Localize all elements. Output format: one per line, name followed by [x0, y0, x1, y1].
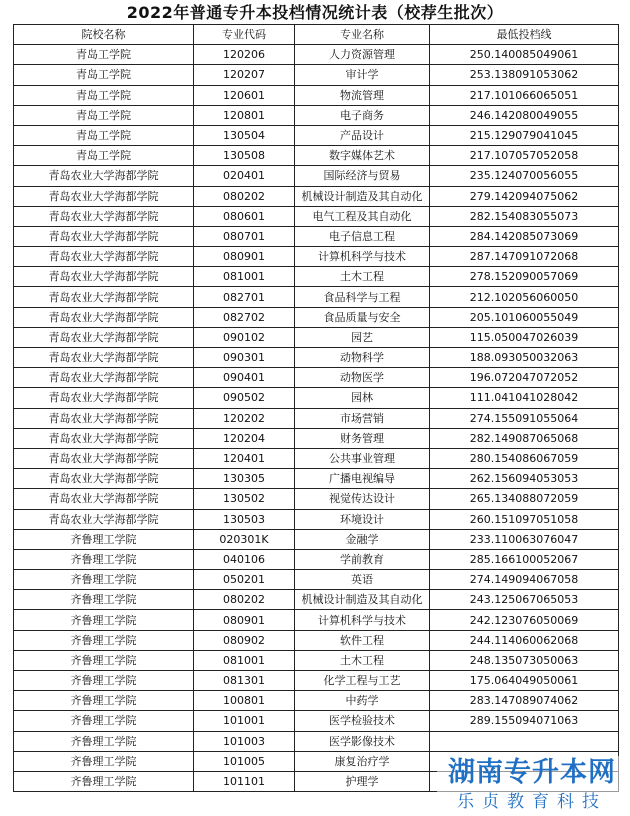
cell-major-name: 人力资源管理 — [295, 45, 430, 65]
table-row — [14, 65, 619, 85]
cell-major-code: 081001 — [194, 267, 295, 287]
cell-school-name: 齐鲁理工学院 — [14, 691, 194, 711]
cell-min-score: 217.101066065051 — [430, 85, 619, 105]
cell-min-score: 215.129079041045 — [430, 125, 619, 145]
watermark-title: 湖南专升本网 — [448, 757, 616, 788]
cell-min-score: 175.064049050061 — [430, 671, 619, 691]
cell-min-score: 111.041041028042 — [430, 388, 619, 408]
cell-min-score: 233.110063076047 — [430, 529, 619, 549]
cell-school-name: 青岛工学院 — [14, 65, 194, 85]
cell-major-code: 080701 — [194, 226, 295, 246]
table-row — [14, 408, 619, 428]
cell-major-name: 医学影像技术 — [295, 731, 430, 751]
cell-major-name: 国际经济与贸易 — [295, 166, 430, 186]
cell-school-name: 青岛农业大学海都学院 — [14, 166, 194, 186]
cell-major-code: 020401 — [194, 166, 295, 186]
cell-school-name: 青岛农业大学海都学院 — [14, 206, 194, 226]
header-major-code: 专业代码 — [194, 25, 295, 45]
cell-major-name: 英语 — [295, 570, 430, 590]
cell-major-code: 040106 — [194, 549, 295, 569]
cell-min-score: 212.102056060050 — [430, 287, 619, 307]
cell-major-code: 020301K — [194, 529, 295, 549]
cell-min-score: 260.151097051058 — [430, 509, 619, 529]
cell-school-name: 青岛农业大学海都学院 — [14, 408, 194, 428]
table-row — [14, 327, 619, 347]
cell-major-name: 康复治疗学 — [295, 751, 430, 771]
cell-school-name: 青岛农业大学海都学院 — [14, 307, 194, 327]
table-row — [14, 529, 619, 549]
cell-major-code: 082701 — [194, 287, 295, 307]
table-row — [14, 388, 619, 408]
cell-school-name: 青岛农业大学海都学院 — [14, 448, 194, 468]
cell-school-name: 齐鲁理工学院 — [14, 671, 194, 691]
cell-school-name: 青岛农业大学海都学院 — [14, 247, 194, 267]
header-school-name: 院校名称 — [14, 25, 194, 45]
cell-major-code: 120202 — [194, 408, 295, 428]
cell-major-code: 130508 — [194, 146, 295, 166]
cell-major-name: 土木工程 — [295, 267, 430, 287]
table-row — [14, 691, 619, 711]
cell-major-code: 120801 — [194, 105, 295, 125]
cell-school-name: 齐鲁理工学院 — [14, 529, 194, 549]
table-row — [14, 671, 619, 691]
cell-school-name: 青岛农业大学海都学院 — [14, 469, 194, 489]
cell-school-name: 齐鲁理工学院 — [14, 711, 194, 731]
cell-school-name: 齐鲁理工学院 — [14, 570, 194, 590]
cell-school-name: 青岛农业大学海都学院 — [14, 327, 194, 347]
cell-major-name: 食品质量与安全 — [295, 307, 430, 327]
table-row — [14, 348, 619, 368]
cell-major-name: 物流管理 — [295, 85, 430, 105]
table-row — [14, 85, 619, 105]
cell-min-score: 284.142085073069 — [430, 226, 619, 246]
cell-min-score: 285.166100052067 — [430, 549, 619, 569]
cell-school-name: 齐鲁理工学院 — [14, 630, 194, 650]
cell-min-score: 235.124070056055 — [430, 166, 619, 186]
cell-min-score: 244.114060062068 — [430, 630, 619, 650]
table-row — [14, 226, 619, 246]
cell-min-score: 243.125067065053 — [430, 590, 619, 610]
cell-major-code: 090502 — [194, 388, 295, 408]
cell-school-name: 齐鲁理工学院 — [14, 610, 194, 630]
cell-min-score: 115.050047026039 — [430, 327, 619, 347]
table-row — [14, 469, 619, 489]
cell-school-name: 齐鲁理工学院 — [14, 751, 194, 771]
cell-major-name: 市场营销 — [295, 408, 430, 428]
cell-min-score: 283.147089074062 — [430, 691, 619, 711]
cell-major-name: 园林 — [295, 388, 430, 408]
cell-major-name: 广播电视编导 — [295, 469, 430, 489]
cell-major-name: 机械设计制造及其自动化 — [295, 590, 430, 610]
table-row — [14, 610, 619, 630]
cell-major-code: 120206 — [194, 45, 295, 65]
cell-major-name: 软件工程 — [295, 630, 430, 650]
cell-min-score: 250.140085049061 — [430, 45, 619, 65]
cell-major-code: 090102 — [194, 327, 295, 347]
cell-major-code: 101005 — [194, 751, 295, 771]
cell-school-name: 青岛农业大学海都学院 — [14, 428, 194, 448]
cell-min-score — [430, 731, 619, 751]
watermark-subtitle: 乐贞教育科技 — [457, 792, 607, 812]
cell-min-score: 188.093050032063 — [430, 348, 619, 368]
cell-major-code: 130305 — [194, 469, 295, 489]
cell-major-code: 080901 — [194, 247, 295, 267]
cell-school-name: 青岛农业大学海都学院 — [14, 186, 194, 206]
table-row — [14, 711, 619, 731]
cell-min-score: 262.156094053053 — [430, 469, 619, 489]
table-row — [14, 570, 619, 590]
cell-major-code: 120204 — [194, 428, 295, 448]
header-min-score: 最低投档线 — [430, 25, 619, 45]
cell-school-name: 齐鲁理工学院 — [14, 549, 194, 569]
table-row — [14, 206, 619, 226]
table-row — [14, 166, 619, 186]
cell-school-name: 青岛农业大学海都学院 — [14, 267, 194, 287]
cell-major-code: 090401 — [194, 368, 295, 388]
table-row — [14, 287, 619, 307]
cell-major-name: 机械设计制造及其自动化 — [295, 186, 430, 206]
cell-min-score: 253.138091053062 — [430, 65, 619, 85]
cell-major-code: 130503 — [194, 509, 295, 529]
table-title: 2022年普通专升本投档情况统计表（校荐生批次） — [126, 3, 504, 22]
header-major-name: 专业名称 — [295, 25, 430, 45]
table-body — [14, 45, 619, 792]
watermark-logo — [437, 756, 627, 814]
cell-major-code: 101001 — [194, 711, 295, 731]
table-row — [14, 630, 619, 650]
table-row — [14, 549, 619, 569]
cell-school-name: 青岛工学院 — [14, 125, 194, 145]
table-row — [14, 125, 619, 145]
cell-major-name: 化学工程与工艺 — [295, 671, 430, 691]
cell-major-name: 视觉传达设计 — [295, 489, 430, 509]
cell-school-name: 齐鲁理工学院 — [14, 731, 194, 751]
cell-major-code: 050201 — [194, 570, 295, 590]
cell-min-score: 282.154083055073 — [430, 206, 619, 226]
cell-major-code: 090301 — [194, 348, 295, 368]
table-row — [14, 267, 619, 287]
cell-major-name: 审计学 — [295, 65, 430, 85]
cell-major-name: 计算机科学与技术 — [295, 247, 430, 267]
table-row — [14, 247, 619, 267]
table-row — [14, 105, 619, 125]
cell-major-name: 园艺 — [295, 327, 430, 347]
cell-school-name: 青岛农业大学海都学院 — [14, 287, 194, 307]
cell-min-score: 196.072047072052 — [430, 368, 619, 388]
cell-school-name: 青岛工学院 — [14, 105, 194, 125]
cell-school-name: 齐鲁理工学院 — [14, 771, 194, 791]
table-row — [14, 731, 619, 751]
cell-major-code: 080902 — [194, 630, 295, 650]
admission-score-table — [13, 24, 619, 792]
cell-major-name: 动物医学 — [295, 368, 430, 388]
cell-major-name: 计算机科学与技术 — [295, 610, 430, 630]
table-row — [14, 590, 619, 610]
table-row — [14, 428, 619, 448]
table-row — [14, 509, 619, 529]
cell-school-name: 青岛工学院 — [14, 146, 194, 166]
cell-school-name: 青岛工学院 — [14, 85, 194, 105]
cell-school-name: 齐鲁理工学院 — [14, 590, 194, 610]
cell-school-name: 青岛农业大学海都学院 — [14, 368, 194, 388]
table-header-row — [14, 25, 619, 45]
cell-min-score: 205.101060055049 — [430, 307, 619, 327]
cell-major-code: 082702 — [194, 307, 295, 327]
table-row — [14, 368, 619, 388]
cell-school-name: 青岛农业大学海都学院 — [14, 388, 194, 408]
cell-major-name: 产品设计 — [295, 125, 430, 145]
cell-major-name: 电子商务 — [295, 105, 430, 125]
cell-min-score: 274.149094067058 — [430, 570, 619, 590]
cell-school-name: 齐鲁理工学院 — [14, 650, 194, 670]
cell-major-code: 130502 — [194, 489, 295, 509]
table-row — [14, 146, 619, 166]
cell-min-score: 248.135073050063 — [430, 650, 619, 670]
cell-min-score: 265.134088072059 — [430, 489, 619, 509]
cell-min-score: 287.147091072068 — [430, 247, 619, 267]
cell-min-score: 282.149087065068 — [430, 428, 619, 448]
cell-major-code: 081001 — [194, 650, 295, 670]
cell-major-name: 学前教育 — [295, 549, 430, 569]
cell-major-code: 080202 — [194, 186, 295, 206]
cell-major-name: 医学检验技术 — [295, 711, 430, 731]
cell-major-name: 食品科学与工程 — [295, 287, 430, 307]
cell-major-name: 动物科学 — [295, 348, 430, 368]
cell-major-name: 环境设计 — [295, 509, 430, 529]
cell-major-name: 金融学 — [295, 529, 430, 549]
cell-major-name: 数字媒体艺术 — [295, 146, 430, 166]
cell-major-code: 081301 — [194, 671, 295, 691]
table-row — [14, 45, 619, 65]
cell-major-code: 120207 — [194, 65, 295, 85]
cell-major-name: 财务管理 — [295, 428, 430, 448]
cell-min-score: 289.155094071063 — [430, 711, 619, 731]
cell-major-code: 101003 — [194, 731, 295, 751]
table-row — [14, 448, 619, 468]
cell-min-score: 217.107057052058 — [430, 146, 619, 166]
cell-major-code: 080901 — [194, 610, 295, 630]
cell-major-name: 中药学 — [295, 691, 430, 711]
table-row — [14, 307, 619, 327]
table-row — [14, 489, 619, 509]
cell-major-code: 130504 — [194, 125, 295, 145]
cell-school-name: 青岛农业大学海都学院 — [14, 348, 194, 368]
cell-min-score: 280.154086067059 — [430, 448, 619, 468]
cell-min-score: 278.152090057069 — [430, 267, 619, 287]
cell-school-name: 青岛农业大学海都学院 — [14, 226, 194, 246]
cell-major-name: 护理学 — [295, 771, 430, 791]
cell-school-name: 青岛农业大学海都学院 — [14, 489, 194, 509]
cell-major-name: 土木工程 — [295, 650, 430, 670]
cell-min-score: 246.142080049055 — [430, 105, 619, 125]
cell-min-score: 274.155091055064 — [430, 408, 619, 428]
cell-school-name: 青岛工学院 — [14, 45, 194, 65]
cell-major-code: 100801 — [194, 691, 295, 711]
cell-major-name: 公共事业管理 — [295, 448, 430, 468]
cell-major-code: 120401 — [194, 448, 295, 468]
cell-major-code: 120601 — [194, 85, 295, 105]
table-row — [14, 186, 619, 206]
cell-major-code: 080202 — [194, 590, 295, 610]
cell-major-code: 101101 — [194, 771, 295, 791]
cell-min-score: 279.142094075062 — [430, 186, 619, 206]
cell-major-name: 电气工程及其自动化 — [295, 206, 430, 226]
cell-min-score: 242.123076050069 — [430, 610, 619, 630]
cell-major-code: 080601 — [194, 206, 295, 226]
cell-major-name: 电子信息工程 — [295, 226, 430, 246]
table-row — [14, 650, 619, 670]
cell-school-name: 青岛农业大学海都学院 — [14, 509, 194, 529]
